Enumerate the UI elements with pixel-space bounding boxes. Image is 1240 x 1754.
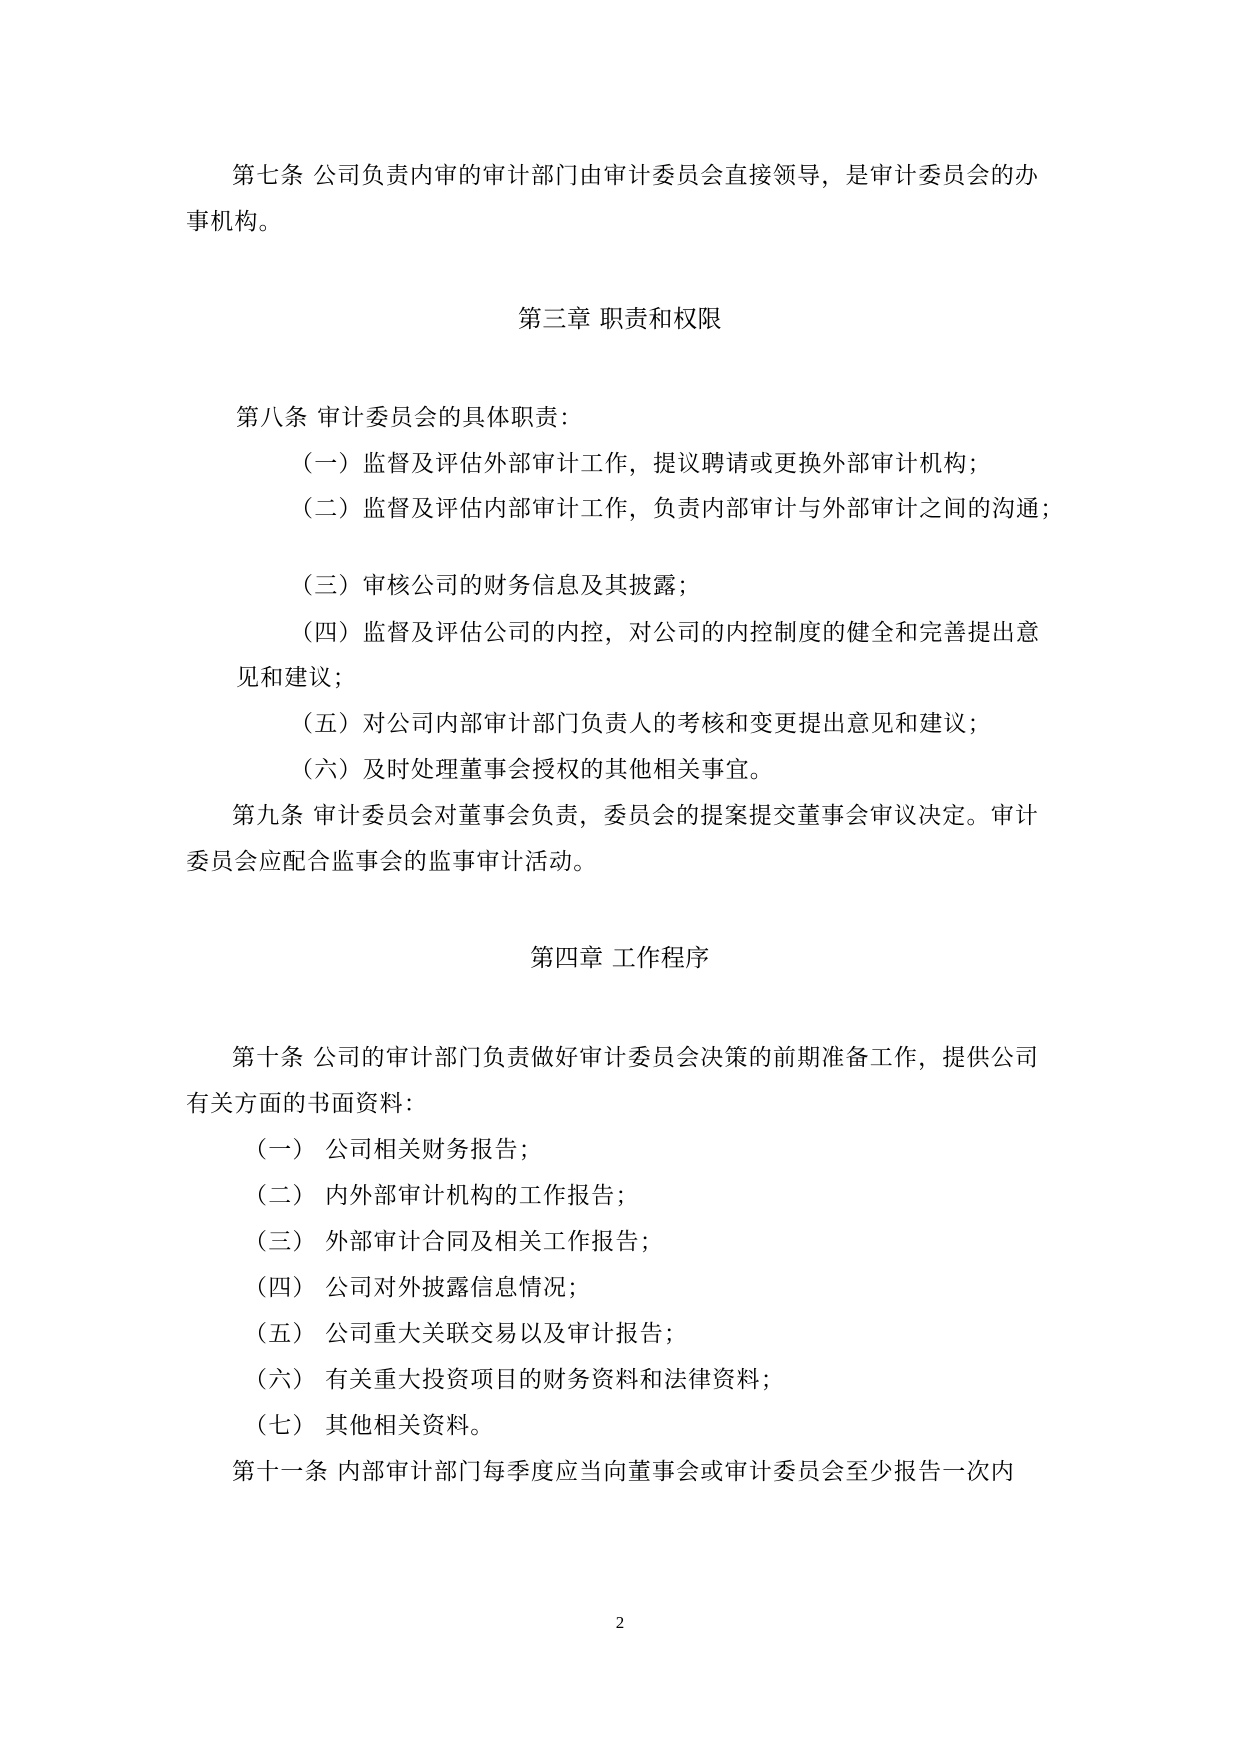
article-10-item-4: （四） 公司对外披露信息情况； bbox=[244, 1275, 592, 1301]
article-10-item-7: （七） 其他相关资料。 bbox=[244, 1413, 495, 1439]
article-10-item-5: （五） 公司重大关联交易以及审计报告； bbox=[244, 1321, 689, 1347]
article-8-item-3: （三）审核公司的财务信息及其披露； bbox=[290, 573, 702, 599]
article-7-line-1: 第七条 公司负责内审的审计部门由审计委员会直接领导，是审计委员会的办 bbox=[232, 163, 1040, 189]
article-7-line-2: 事机构。 bbox=[186, 209, 283, 235]
article-8-item-1: （一）监督及评估外部审计工作，提议聘请或更换外部审计机构； bbox=[290, 451, 992, 477]
article-10-item-6: （六） 有关重大投资项目的财务资料和法律资料； bbox=[244, 1367, 785, 1393]
article-8-intro: 第八条 审计委员会的具体职责： bbox=[236, 405, 584, 431]
article-8-item-5: （五）对公司内部审计部门负责人的考核和变更提出意见和建议； bbox=[290, 711, 992, 737]
article-10-line-1: 第十条 公司的审计部门负责做好审计委员会决策的前期准备工作，提供公司 bbox=[232, 1045, 1040, 1071]
article-10-line-2: 有关方面的书面资料： bbox=[186, 1091, 428, 1117]
article-9-line-2: 委员会应配合监事会的监事审计活动。 bbox=[186, 849, 598, 875]
article-9-line-1: 第九条 审计委员会对董事会负责，委员会的提案提交董事会审议决定。审计 bbox=[232, 803, 1040, 829]
article-10-item-2: （二） 内外部审计机构的工作报告； bbox=[244, 1183, 640, 1209]
article-8-item-6: （六）及时处理董事会授权的其他相关事宜。 bbox=[290, 757, 774, 783]
page-number: 2 bbox=[615, 1613, 625, 1632]
article-8-item-4-line-1: （四）监督及评估公司的内控，对公司的内控制度的健全和完善提出意 bbox=[290, 620, 1041, 646]
article-11-line-1: 第十一条 内部审计部门每季度应当向董事会或审计委员会至少报告一次内 bbox=[232, 1459, 1015, 1485]
article-8-item-4-line-2: 见和建议； bbox=[236, 665, 357, 691]
article-8-item-2: （二）监督及评估内部审计工作，负责内部审计与外部审计之间的沟通； bbox=[290, 496, 1065, 522]
chapter-3-title: 第三章 职责和权限 bbox=[517, 305, 723, 333]
article-10-item-1: （一） 公司相关财务报告； bbox=[244, 1137, 543, 1163]
article-10-item-3: （三） 外部审计合同及相关工作报告； bbox=[244, 1229, 664, 1255]
chapter-4-title: 第四章 工作程序 bbox=[530, 944, 710, 972]
